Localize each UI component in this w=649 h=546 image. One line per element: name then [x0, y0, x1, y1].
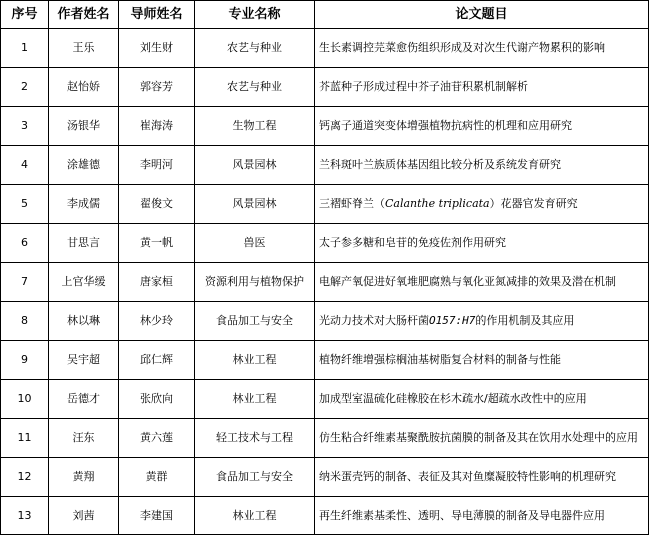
cell-title: [315, 302, 649, 341]
cell-title: 再生纤维素基柔性、透明、导电薄膜的制备及导电器件应用: [315, 497, 649, 535]
cell-no: 2: [1, 68, 49, 107]
cell-no: 6: [1, 224, 49, 263]
title-text: 光动力技术对大肠杆菌: [319, 314, 429, 327]
cell-advisor: 翟俊文: [119, 185, 195, 224]
cell-no: 8: [1, 302, 49, 341]
cell-author: 刘茜: [49, 497, 119, 535]
cell-author: 甘思言: [49, 224, 119, 263]
cell-no: 13: [1, 497, 49, 535]
cell-major: 资源利用与植物保护: [195, 263, 315, 302]
cell-no: 4: [1, 146, 49, 185]
cell-author: 林以琳: [49, 302, 119, 341]
cell-advisor: 黄一帆: [119, 224, 195, 263]
cell-author: 赵怡娇: [49, 68, 119, 107]
cell-title: 生长素调控芫菜愈伤组织形成及对次生代谢产物累积的影响: [315, 29, 649, 68]
cell-title: 电解产氧促进好氧堆肥腐熟与氧化亚氮减排的效果及潜在机制: [315, 263, 649, 302]
title-text: 三褶虾脊兰（: [319, 197, 385, 210]
cell-no: 10: [1, 380, 49, 419]
header-major: 专业名称: [195, 1, 315, 29]
cell-advisor: 林少玲: [119, 302, 195, 341]
cell-no: 3: [1, 107, 49, 146]
table-header-row: [1, 1, 649, 29]
cell-title: 仿生粘合纤维素基聚酰胺抗菌膜的制备及其在饮用水处理中的应用: [315, 419, 649, 458]
cell-no: 1: [1, 29, 49, 68]
cell-advisor: 黄群: [119, 458, 195, 497]
table-row: [1, 224, 649, 263]
header-title: 论文题目: [315, 1, 649, 29]
table-row: [1, 302, 649, 341]
cell-major: 风景园林: [195, 185, 315, 224]
cell-major: 食品加工与安全: [195, 302, 315, 341]
cell-no: 5: [1, 185, 49, 224]
cell-author: 李成儒: [49, 185, 119, 224]
cell-advisor: 李明河: [119, 146, 195, 185]
cell-advisor: 郭容芳: [119, 68, 195, 107]
cell-title: 纳米蛋壳钙的制备、表征及其对鱼糜凝胶特性影响的机理研究: [315, 458, 649, 497]
table-row: [1, 68, 649, 107]
table-row: [1, 107, 649, 146]
cell-advisor: 李建国: [119, 497, 195, 535]
cell-major: 农艺与种业: [195, 29, 315, 68]
cell-major: 风景园林: [195, 146, 315, 185]
cell-major: 食品加工与安全: [195, 458, 315, 497]
cell-title: 太子参多糖和皂苷的免疫佐剂作用研究: [315, 224, 649, 263]
cell-advisor: 唐家桓: [119, 263, 195, 302]
cell-title: 加成型室温硫化硅橡胶在杉木疏水/超疏水改性中的应用: [315, 380, 649, 419]
cell-title: 芥蓝种子形成过程中芥子油苷积累机制解析: [315, 68, 649, 107]
table-row: [1, 341, 649, 380]
cell-author: 涂雄德: [49, 146, 119, 185]
title-text: 的作用机制及其应用: [475, 314, 575, 327]
header-author: 作者姓名: [49, 1, 119, 29]
cell-advisor: 刘生财: [119, 29, 195, 68]
cell-title: 植物纤维增强棕榈油基树脂复合材料的制备与性能: [315, 341, 649, 380]
cell-author: 汤银华: [49, 107, 119, 146]
strain-code: O157:H7: [429, 314, 476, 327]
cell-title: [315, 185, 649, 224]
cell-author: 王乐: [49, 29, 119, 68]
cell-major: 轻工技术与工程: [195, 419, 315, 458]
cell-no: 12: [1, 458, 49, 497]
header-advisor: 导师姓名: [119, 1, 195, 29]
cell-author: 汪东: [49, 419, 119, 458]
cell-advisor: 黄六莲: [119, 419, 195, 458]
cell-major: 农艺与种业: [195, 68, 315, 107]
cell-advisor: 张欣向: [119, 380, 195, 419]
table-row: [1, 29, 649, 68]
scientific-name: Calanthe triplicata: [385, 197, 490, 210]
cell-advisor: 邱仁辉: [119, 341, 195, 380]
cell-author: 黄翔: [49, 458, 119, 497]
table-row: [1, 146, 649, 185]
table-row: [1, 419, 649, 458]
table-row: [1, 458, 649, 497]
cell-major: 林业工程: [195, 341, 315, 380]
cell-major: 林业工程: [195, 497, 315, 535]
cell-author: 岳德才: [49, 380, 119, 419]
cell-title: 兰科斑叶兰族质体基因组比较分析及系统发育研究: [315, 146, 649, 185]
table-row: [1, 185, 649, 224]
cell-major: 林业工程: [195, 380, 315, 419]
cell-no: 11: [1, 419, 49, 458]
cell-author: 上官华缓: [49, 263, 119, 302]
title-text: ）花器官发育研究: [489, 197, 578, 210]
cell-title: 钙离子通道突变体增强植物抗病性的机理和应用研究: [315, 107, 649, 146]
cell-advisor: 崔海涛: [119, 107, 195, 146]
cell-no: 7: [1, 263, 49, 302]
cell-major: 兽医: [195, 224, 315, 263]
cell-author: 吴宇超: [49, 341, 119, 380]
header-no: 序号: [1, 1, 49, 29]
cell-no: 9: [1, 341, 49, 380]
cell-major: 生物工程: [195, 107, 315, 146]
table-row: [1, 380, 649, 419]
table-row: [1, 263, 649, 302]
table-row: [1, 497, 649, 535]
